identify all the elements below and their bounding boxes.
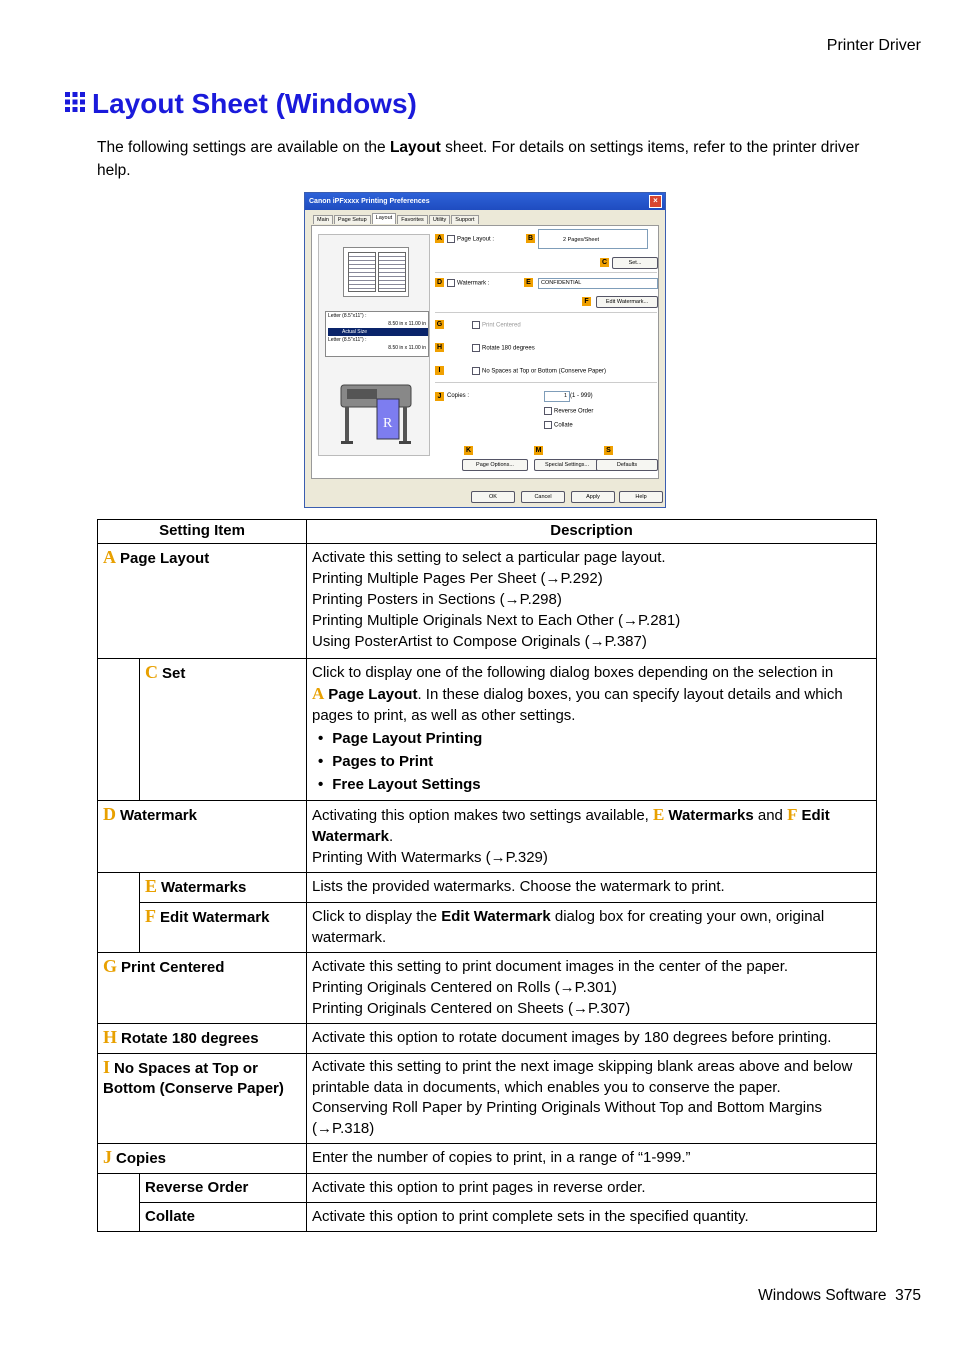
print-centered-label: Print Centered xyxy=(482,322,521,329)
info-line: Letter (8.5"x11") : xyxy=(328,337,367,343)
dialog-tabs xyxy=(313,215,480,224)
paper-info xyxy=(325,311,429,357)
table-row xyxy=(98,801,877,873)
list-item: • Page Layout Printing xyxy=(318,727,871,750)
desc-bold: Edit Watermark xyxy=(441,908,551,925)
setting-item xyxy=(98,1024,307,1054)
print-centered-checkbox[interactable] xyxy=(472,321,521,329)
list-item: • Pages to Print xyxy=(318,750,871,773)
page-layout-select[interactable]: 2 Pages/Sheet xyxy=(538,229,648,249)
intro-text: The following settings are available on the xyxy=(97,139,390,156)
separator xyxy=(435,312,657,313)
help-button[interactable]: Help xyxy=(619,491,663,503)
setting-name: Rotate 180 degrees xyxy=(121,1030,259,1047)
preview-page-1 xyxy=(348,252,376,292)
setting-item xyxy=(98,801,307,873)
info-line: Letter (8.5"x11") : xyxy=(328,313,367,319)
marker-d: D xyxy=(436,279,443,286)
watermark-select[interactable]: CONFIDENTIAL xyxy=(538,278,658,289)
setting-name: Watermarks xyxy=(161,879,247,896)
desc-text: dialog box for creating your own, original watermark. xyxy=(312,908,825,946)
setting-name: Reverse Order xyxy=(140,1174,307,1203)
marker-f: F xyxy=(582,297,591,306)
collate-label: Collate xyxy=(554,422,573,429)
setting-item xyxy=(140,659,307,801)
desc-bold: Edit Watermark xyxy=(312,807,830,845)
desc-text: Click to display one of the following dialog boxes depending on the selection in xyxy=(312,664,834,681)
separator xyxy=(435,382,657,383)
table-row xyxy=(98,903,877,953)
desc-bold: Page Layout xyxy=(328,686,418,703)
collate-checkbox[interactable] xyxy=(544,421,573,429)
setting-name: No Spaces at Top or Bottom (Conserve Paper) xyxy=(103,1060,284,1097)
desc-text: . In these dialog boxes, you can specify layout details and which pages to print, as well as other settings. xyxy=(312,686,843,724)
setting-item xyxy=(98,1144,307,1174)
copies-label: Copies : xyxy=(447,393,470,399)
setting-description xyxy=(307,903,877,953)
table-row xyxy=(98,1144,877,1174)
setting-name: Print Centered xyxy=(121,959,225,976)
indent-cell xyxy=(98,873,140,953)
special-settings-button[interactable]: Special Settings... xyxy=(534,459,600,471)
tab-layout[interactable]: Layout xyxy=(372,213,397,224)
setting-name: Page Layout xyxy=(120,550,210,567)
intro-bold: Layout xyxy=(389,139,441,156)
indent-cell xyxy=(98,659,140,801)
preview-page-2 xyxy=(378,252,406,292)
setting-description xyxy=(307,953,877,1024)
desc-text: Activating this option makes two settings available, xyxy=(312,807,654,824)
desc-link[interactable]: Printing Multiple Originals Next to Each Other (→P.281) xyxy=(312,612,681,629)
setting-name: Collate xyxy=(140,1203,307,1232)
key-letter: E xyxy=(653,805,665,824)
page-options-button[interactable]: Page Options... xyxy=(462,459,528,471)
preview-area xyxy=(318,234,430,456)
watermark-checkbox[interactable] xyxy=(447,279,489,287)
desc-link[interactable]: Conserving Roll Paper by Printing Originals Without Top and Bottom Margins (→P.318) xyxy=(312,1099,822,1137)
key-letter: F xyxy=(787,805,798,824)
setting-name: Copies xyxy=(116,1150,167,1167)
separator xyxy=(435,272,657,273)
desc-link[interactable]: Printing With Watermarks (→P.329) xyxy=(312,849,548,866)
table-row xyxy=(98,1174,877,1203)
setting-description: Activate this option to print complete sets in the specified quantity. xyxy=(307,1203,877,1232)
key-letter: H xyxy=(103,1027,118,1047)
setting-description xyxy=(307,659,877,801)
desc-link[interactable]: Printing Originals Centered on Rolls (→P.301) xyxy=(312,979,617,996)
key-letter: G xyxy=(103,956,118,976)
setting-description xyxy=(307,1054,877,1144)
desc-text: . xyxy=(388,828,394,845)
list-item: • Free Layout Settings xyxy=(318,773,871,796)
info-line: 8.50 in x 11.00 in xyxy=(388,321,426,327)
key-letter: A xyxy=(312,684,325,703)
settings-table xyxy=(97,519,877,1232)
desc-line: Activate this setting to print the next image skipping blank areas above and below printable data in documents, which enables you to conserve the paper. xyxy=(312,1058,853,1096)
marker-a: A xyxy=(436,235,443,242)
indent-cell xyxy=(98,1174,140,1232)
ok-button[interactable]: OK xyxy=(471,491,515,503)
table-row xyxy=(98,659,877,801)
copies-range: (1 - 999) xyxy=(570,393,593,399)
marker-g: G xyxy=(436,321,443,328)
table-row xyxy=(98,1203,877,1232)
intro-text-end: sheet. For details on settings items, refer to the printer driver help. xyxy=(97,139,860,179)
watermark-label: Watermark : xyxy=(457,280,490,287)
tab-page-setup[interactable]: Page Setup xyxy=(334,215,371,224)
footer-section: Windows Software xyxy=(758,1287,887,1304)
table-row xyxy=(98,1024,877,1054)
marker-e: E xyxy=(524,278,533,287)
marker-b: B xyxy=(527,235,534,242)
grid-icon xyxy=(64,88,86,120)
close-icon[interactable]: × xyxy=(649,195,662,208)
setting-name: Set xyxy=(162,665,186,682)
desc-link[interactable]: Using PosterArtist to Compose Originals (→P.387) xyxy=(312,633,647,650)
page-layout-label: Page Layout : xyxy=(457,236,495,243)
layout-panel xyxy=(311,225,659,479)
setting-name: Watermark xyxy=(120,807,197,824)
svg-text:R: R xyxy=(383,416,393,431)
table-header-row xyxy=(98,520,877,544)
page-title-text: Layout Sheet (Windows) xyxy=(92,88,417,119)
setting-item xyxy=(98,953,307,1024)
tab-favorites[interactable]: Favorites xyxy=(397,215,428,224)
dialog-titlebar xyxy=(305,193,665,210)
marker-k: K xyxy=(465,447,472,454)
defaults-button[interactable]: Defaults xyxy=(596,459,658,471)
key-letter: C xyxy=(145,662,158,682)
page-footer xyxy=(758,1287,921,1305)
setting-description xyxy=(307,801,877,873)
set-button[interactable]: Set... xyxy=(612,257,658,269)
desc-line: Activate this setting to select a particular page layout. xyxy=(312,549,666,566)
key-letter: J xyxy=(103,1147,112,1167)
setting-description: Enter the number of copies to print, in a range of “1-999.” xyxy=(307,1144,877,1174)
dialog-title: Canon iPFxxxx Printing Preferences xyxy=(309,198,430,205)
table-row xyxy=(98,1054,877,1144)
page-layout-checkbox[interactable] xyxy=(447,235,494,243)
setting-description: Activate this option to print pages in reverse order. xyxy=(307,1174,877,1203)
marker-c: C xyxy=(601,259,608,266)
desc-link[interactable]: Printing Multiple Pages Per Sheet (→P.292) xyxy=(312,570,603,587)
marker-h: H xyxy=(436,344,443,351)
setting-item xyxy=(98,1054,307,1144)
intro-paragraph xyxy=(97,136,867,182)
desc-link[interactable]: Printing Originals Centered on Sheets (→P.307) xyxy=(312,1000,631,1017)
desc-paragraph xyxy=(312,804,871,847)
info-line-selected: Actual Size xyxy=(328,328,428,336)
setting-description: Activate this option to rotate document images by 180 degrees before printing. xyxy=(307,1024,877,1054)
printing-preferences-dialog xyxy=(304,192,666,508)
no-spaces-checkbox[interactable] xyxy=(472,367,606,375)
bullet-list xyxy=(312,727,871,796)
key-letter: E xyxy=(145,876,158,896)
setting-item xyxy=(140,903,307,953)
page-title xyxy=(64,88,417,120)
marker-i: I xyxy=(435,366,444,375)
key-letter: I xyxy=(103,1057,111,1077)
rotate-checkbox[interactable] xyxy=(472,344,535,352)
marker-j: J xyxy=(435,392,444,401)
marker-m: M xyxy=(535,447,542,454)
col-header-description: Description xyxy=(307,520,877,544)
reverse-order-checkbox[interactable] xyxy=(544,407,593,415)
layout-preview-sheet xyxy=(343,247,409,297)
rotate-label: Rotate 180 degrees xyxy=(482,345,535,352)
setting-item xyxy=(98,544,307,659)
cancel-button[interactable]: Cancel xyxy=(521,491,565,503)
desc-text: Click to display the xyxy=(312,908,442,925)
desc-link[interactable]: Printing Posters in Sections (→P.298) xyxy=(312,591,562,608)
reverse-order-label: Reverse Order xyxy=(554,408,594,415)
page-number: 375 xyxy=(895,1287,921,1304)
desc-paragraph xyxy=(312,662,871,726)
setting-description: Lists the provided watermarks. Choose the watermark to print. xyxy=(307,873,877,903)
marker-s: S xyxy=(604,446,613,455)
tab-support[interactable]: Support xyxy=(451,215,478,224)
edit-watermark-button[interactable]: Edit Watermark... xyxy=(596,296,658,308)
no-spaces-label: No Spaces at Top or Bottom (Conserve Paper) xyxy=(482,368,606,375)
key-letter: F xyxy=(145,906,156,926)
table-row xyxy=(98,544,877,659)
tab-main[interactable]: Main xyxy=(313,215,333,224)
copies-input[interactable]: 1 xyxy=(544,391,570,402)
apply-button[interactable]: Apply xyxy=(571,491,615,503)
setting-name: Edit Watermark xyxy=(160,909,270,926)
desc-text: and xyxy=(753,807,788,824)
desc-line: Activate this setting to print document images in the center of the paper. xyxy=(312,958,789,975)
desc-bold: Watermarks xyxy=(668,807,754,824)
info-line: 8.50 in x 11.00 in xyxy=(388,345,426,351)
setting-description xyxy=(307,544,877,659)
setting-item xyxy=(140,873,307,903)
table-row xyxy=(98,953,877,1024)
key-letter: A xyxy=(103,547,116,567)
key-letter: D xyxy=(103,804,116,824)
printer-icon xyxy=(337,375,415,449)
table-row xyxy=(98,873,877,903)
col-header-setting: Setting Item xyxy=(98,520,307,544)
tab-utility[interactable]: Utility xyxy=(429,215,450,224)
running-header: Printer Driver xyxy=(826,37,921,54)
